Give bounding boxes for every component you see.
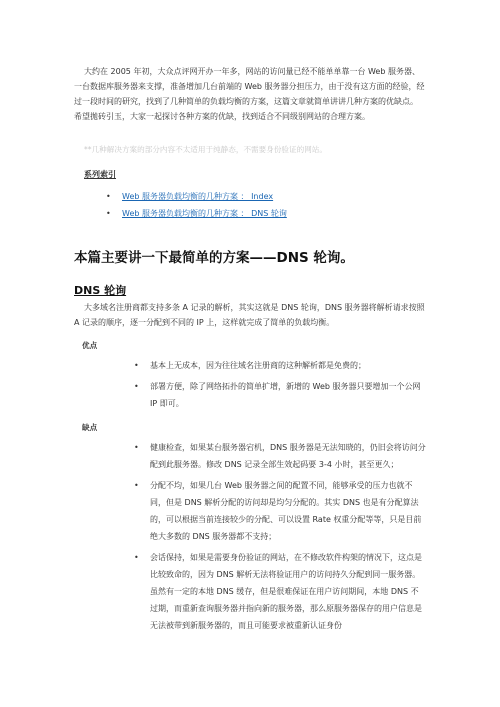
cons-list: [134, 439, 426, 634]
main-heading: 本篇主要讲一下最简单的方案——DNS 轮询。: [74, 250, 354, 266]
section-title: DNS 轮询: [74, 284, 127, 297]
note-text: **几种解决方案的部分内容不太适用于纯静态，不需要身份验证的网站。: [84, 145, 327, 154]
list-item: • 会话保持，如果是需要身份验证的网站，在不修改软件构架的情况下，这点是比较致命的，因为 DNS 解析无法将验证用户的访问持久分配到同一服务器。虽然有一定的本地 DNS 缓存，但是很难保证在用户访问期间，本地 DNS 不过期，而重新查询服务器并指向新的服务器，那么原服务器保存的用户信息是无法被带到新服务器的，而且可能要求被重新认证身份: [134, 549, 426, 634]
pros-list: [134, 357, 426, 412]
cons-label: 缺点: [82, 423, 98, 432]
series-index-list: [106, 188, 426, 222]
series-link-index[interactable]: Web 服务器负载均衡的几种方案 ： Index: [122, 192, 274, 201]
intro-paragraph-2: 希望拋砖引玉，大家一起探讨各种方案的优缺，找到适合不同级别网站的合理方案。: [74, 112, 370, 121]
pros-label: 优点: [82, 341, 98, 350]
series-link-dns[interactable]: Web 服务器负载均衡的几种方案 ： DNS 轮询: [122, 209, 287, 218]
list-item: • 健康检查，如果某台服务器宕机，DNS 服务器是无法知晓的，仍旧会将访问分配到此服务器。修改 DNS 记录全部生效起码要 3-4 小时，甚至更久；: [134, 439, 426, 473]
series-index-title: 系列索引: [84, 170, 116, 179]
list-item: • 分配不均，如果几台 Web 服务器之间的配置不同，能够承受的压力也就不同，但是 DNS 解析分配的访问却是均匀分配的。其实 DNS 也是有分配算法的，可以根据当前连接较少的分配、可以设置 Rate 权重分配等等，只是目前绝大多数的 DNS 服务器都不支持；: [134, 477, 426, 545]
list-item: [106, 188, 426, 205]
list-item: • 基本上无成本，因为往往域名注册商的这种解析都是免费的；: [134, 357, 426, 374]
list-item: [106, 205, 426, 222]
section-description: 大多域名注册商都支持多条 A 记录的解析，其实这就是 DNS 轮询，DNS 服务器将解析请求按照 A 记录的顺序，逐一分配到不同的 IP 上，这样就完成了简单的负载均衡。: [74, 303, 425, 327]
list-item: • 部署方便，除了网络拓扑的简单扩增，新增的 Web 服务器只要增加一个公网 IP 即可。: [134, 378, 426, 412]
intro-paragraph: 大约在 2005 年初，大众点评网开办一年多，网站的访问量已经不能单单靠一台 Web 服务器、一台数据库服务器来支撑，准备增加几台前端的 Web 服务器分担压力，由于没有这方面的经验，经过一段时间的研究，找到了几种简单的负载均衡的方案，这篇文章就简单讲讲几种方案的优缺点。: [74, 67, 425, 106]
